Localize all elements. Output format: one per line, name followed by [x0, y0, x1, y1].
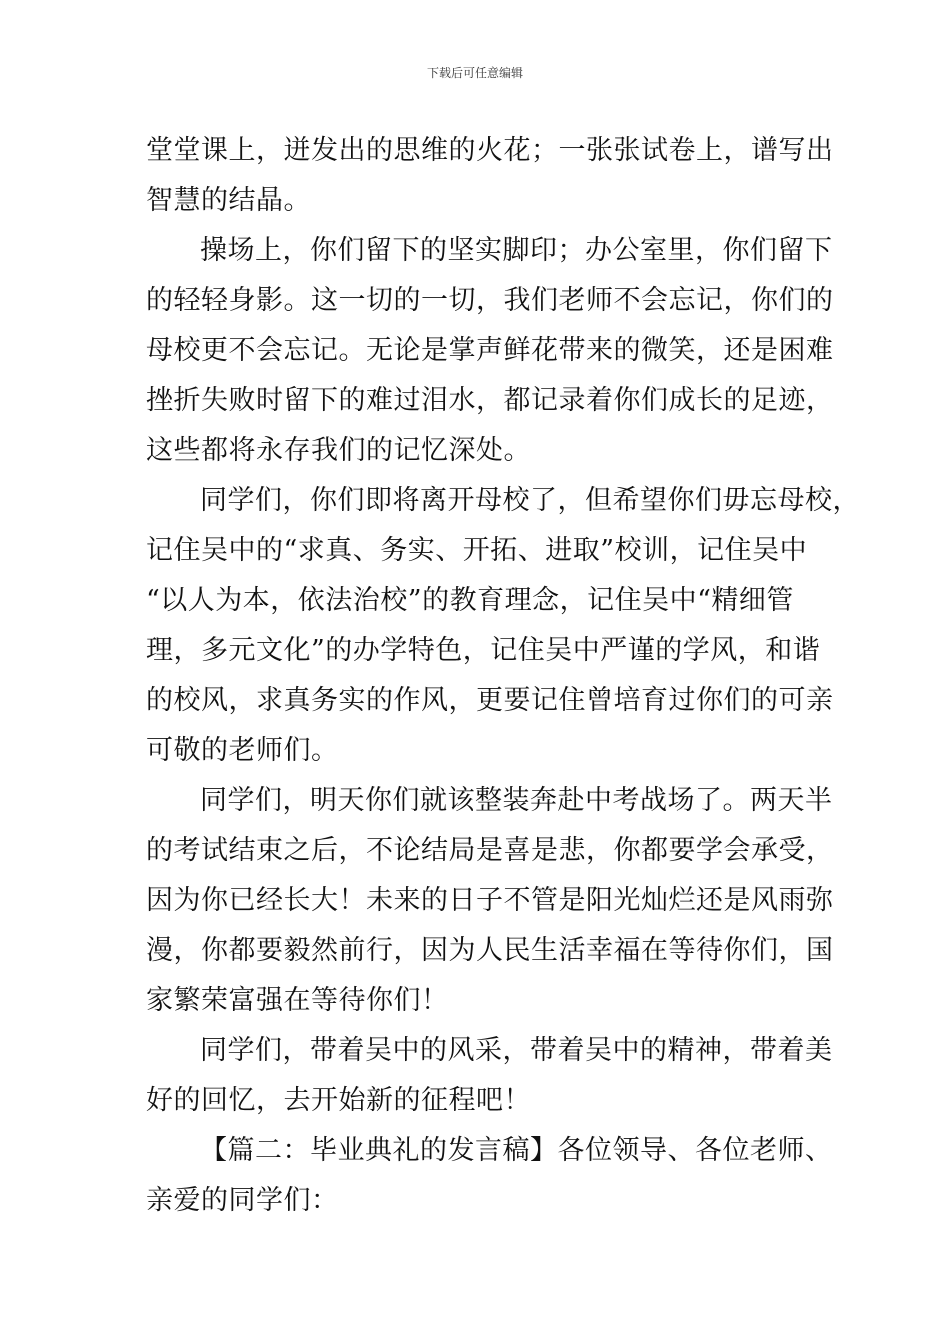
- text-line: 同学们，带着吴中的风采，带着吴中的精神，带着美: [200, 1035, 833, 1066]
- paragraph: [146, 1026, 833, 1126]
- document-body: [146, 126, 860, 1226]
- text-line: 家繁荣富强在等待你们！: [146, 985, 449, 1016]
- paragraph: [146, 126, 834, 226]
- text-line: 理，多元文化”的办学特色，记住吴中严谨的学风，和谐: [146, 635, 821, 666]
- text-line: 堂堂课上，迸发出的思维的火花；一张张试卷上，谱写出: [146, 135, 834, 166]
- text-line: 可敬的老师们。: [146, 735, 339, 766]
- text-line: “以人为本，依法治校”的教育理念，记住吴中“精细管: [146, 585, 794, 616]
- paragraph: [146, 776, 834, 1026]
- paragraph: [146, 226, 834, 476]
- text-line: 亲爱的同学们：: [146, 1185, 339, 1216]
- text-line: 同学们，明天你们就该整装奔赴中考战场了。两天半: [200, 785, 833, 816]
- text-line: 漫，你都要毅然前行，因为人民生活幸福在等待你们，国: [146, 935, 834, 966]
- paragraph: [146, 476, 860, 776]
- text-line: 这些都将永存我们的记忆深处。: [146, 435, 531, 466]
- text-line: 的轻轻身影。这一切的一切，我们老师不会忘记，你们的: [146, 285, 834, 316]
- text-line: 母校更不会忘记。无论是掌声鲜花带来的微笑，还是困难: [146, 335, 834, 366]
- page-header: 下载后可任意编辑: [426, 66, 523, 80]
- text-line: 【篇二：毕业典礼的发言稿】各位领导、各位老师、: [200, 1135, 833, 1166]
- text-line: 的考试结束之后，不论结局是喜是悲，你都要学会承受，: [146, 835, 834, 866]
- text-line: 因为你已经长大！未来的日子不管是阳光灿烂还是风雨弥: [146, 885, 834, 916]
- text-line: 操场上，你们留下的坚实脚印；办公室里，你们留下: [200, 235, 833, 266]
- text-line: 智慧的结晶。: [146, 185, 311, 216]
- text-line: 记住吴中的“求真、务实、开拓、进取”校训，记住吴中: [146, 535, 808, 566]
- text-line: 挫折失败时留下的难过泪水，都记录着你们成长的足迹，: [146, 385, 834, 416]
- text-line: 的校风，求真务实的作风，更要记住曾培育过你们的可亲: [146, 685, 834, 716]
- paragraph: [146, 1126, 833, 1226]
- text-line: 同学们，你们即将离开母校了，但希望你们毋忘母校，: [200, 485, 860, 516]
- text-line: 好的回忆，去开始新的征程吧！: [146, 1085, 531, 1116]
